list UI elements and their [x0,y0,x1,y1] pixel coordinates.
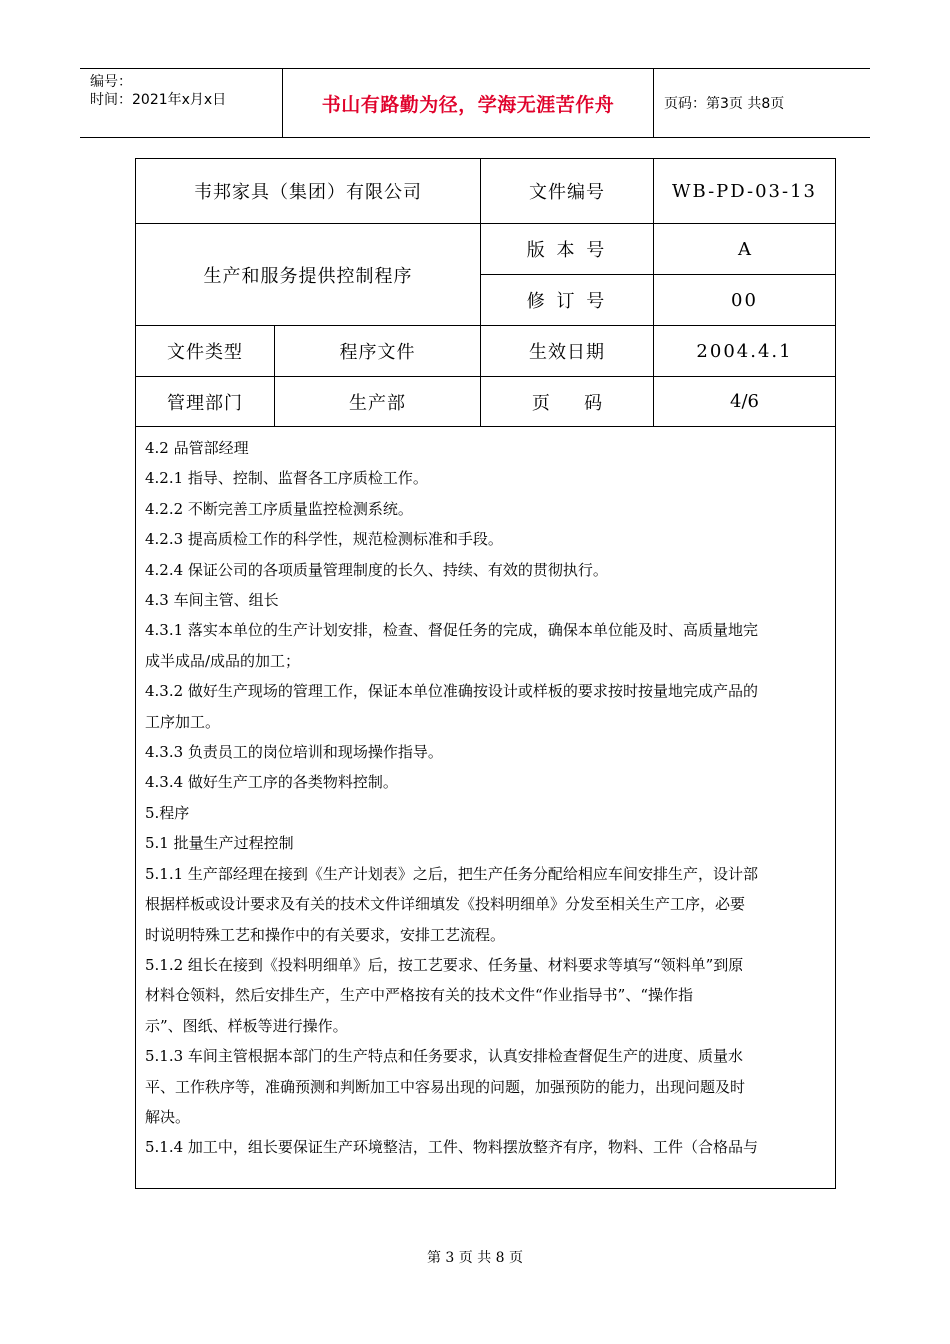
effective-date: 2004.4.1 [696,340,793,362]
body-line: 4.3.4 做好生产工序的各类物料控制。 [145,773,398,792]
version-label: 版 本 号 [526,240,608,261]
procedure-body [145,433,827,1163]
body-line: 材料仓领料，然后安排生产，生产中严格按有关的技术文件“作业指导书”、“操作指 [145,986,694,1005]
doc-number: WB-PD-03-13 [672,180,817,202]
body-line: 5.1 批量生产过程控制 [145,834,294,853]
dept-label: 管理部门 [167,392,243,414]
body-line: 4.3.3 负责员工的岗位培训和现场操作指导。 [145,743,443,762]
revision-label: 修 订 号 [526,291,608,312]
body-line: 4.2.4 保证公司的各项质量管理制度的长久、持续、有效的贯彻执行。 [145,560,608,579]
page-value: 4/6 [730,391,759,412]
type-label: 文件类型 [167,342,243,363]
dept-value: 生产部 [349,392,406,414]
body-line: 工序加工。 [145,712,221,731]
document-frame [135,158,836,1189]
body-line: 4.2.3 提高质检工作的科学性，规范检测标准和手段。 [145,530,503,549]
doc-number-label: 文件编号 [529,182,605,203]
body-line: 5.1.3 车间主管根据本部门的生产特点和任务要求，认真安排检查督促生产的进度、质量水 [145,1047,743,1066]
body-line: 4.2.2 不断完善工序质量监控检测系统。 [145,499,413,518]
number-label: 编号： [90,74,132,90]
body-line: 成半成品/成品的加工； [145,651,301,670]
procedure-title: 生产和服务提供控制程序 [203,265,413,287]
time-label: 时间：2021年x月x日 [90,92,227,108]
revision-value: 00 [731,289,758,311]
running-header [80,68,870,138]
body-line: 4.2.1 指导、控制、监督各工序质检工作。 [145,469,428,488]
body-line: 4.2 品管部经理 [145,439,249,457]
body-line: 示”、图纸、样板等进行操作。 [145,1016,348,1035]
header-meta [80,69,283,137]
body-line: 4.3.2 做好生产现场的管理工作，保证本单位准确按设计或样板的要求按时按量地完成产品的 [145,682,758,701]
page-label: 页 码 [531,392,603,414]
body-line: 5.1.2 组长在接到《投料明细单》后，按工艺要求、任务量、材料要求等填写“领料单”到原 [145,955,744,974]
body-line: 平、工作秩序等，准确预测和判断加工中容易出现的问题，加强预防的能力，出现问题及时 [145,1077,746,1096]
body-line: 5.1.1 生产部经理在接到《生产计划表》之后，把生产任务分配给相应车间安排生产，设计部 [145,864,758,883]
type-value: 程序文件 [339,342,416,363]
body-line: 5.1.4 加工中，组长要保证生产环境整洁，工件、物料摆放整齐有序，物料、工件（合格品与 [145,1138,758,1157]
motto: 书山有路勤为径，学海无涯苦作舟 [283,69,654,137]
body-line: 5.程序 [145,803,190,822]
header-page-info [654,69,870,137]
body-line: 时说明特殊工艺和操作中的有关要求，安排工艺流程。 [145,925,506,944]
effective-label: 生效日期 [529,342,605,363]
page-footer: 第 3 页 共 8 页 [426,1250,524,1266]
header-page-label: 页码：第3页 共8页 [664,96,785,112]
body-line: 4.3.1 落实本单位的生产计划安排，检查、督促任务的完成，确保本单位能及时、高质量地完 [145,621,758,640]
body-line: 4.3 车间主管、组长 [145,591,279,610]
company-name: 韦邦家具（集团）有限公司 [194,182,422,203]
body-line: 解决。 [145,1107,191,1126]
version-value: A [738,238,751,260]
body-line: 根据样板或设计要求及有关的技术文件详细填发《投料明细单》分发至相关生产工序，必要 [145,895,746,914]
table-rule [136,426,835,427]
